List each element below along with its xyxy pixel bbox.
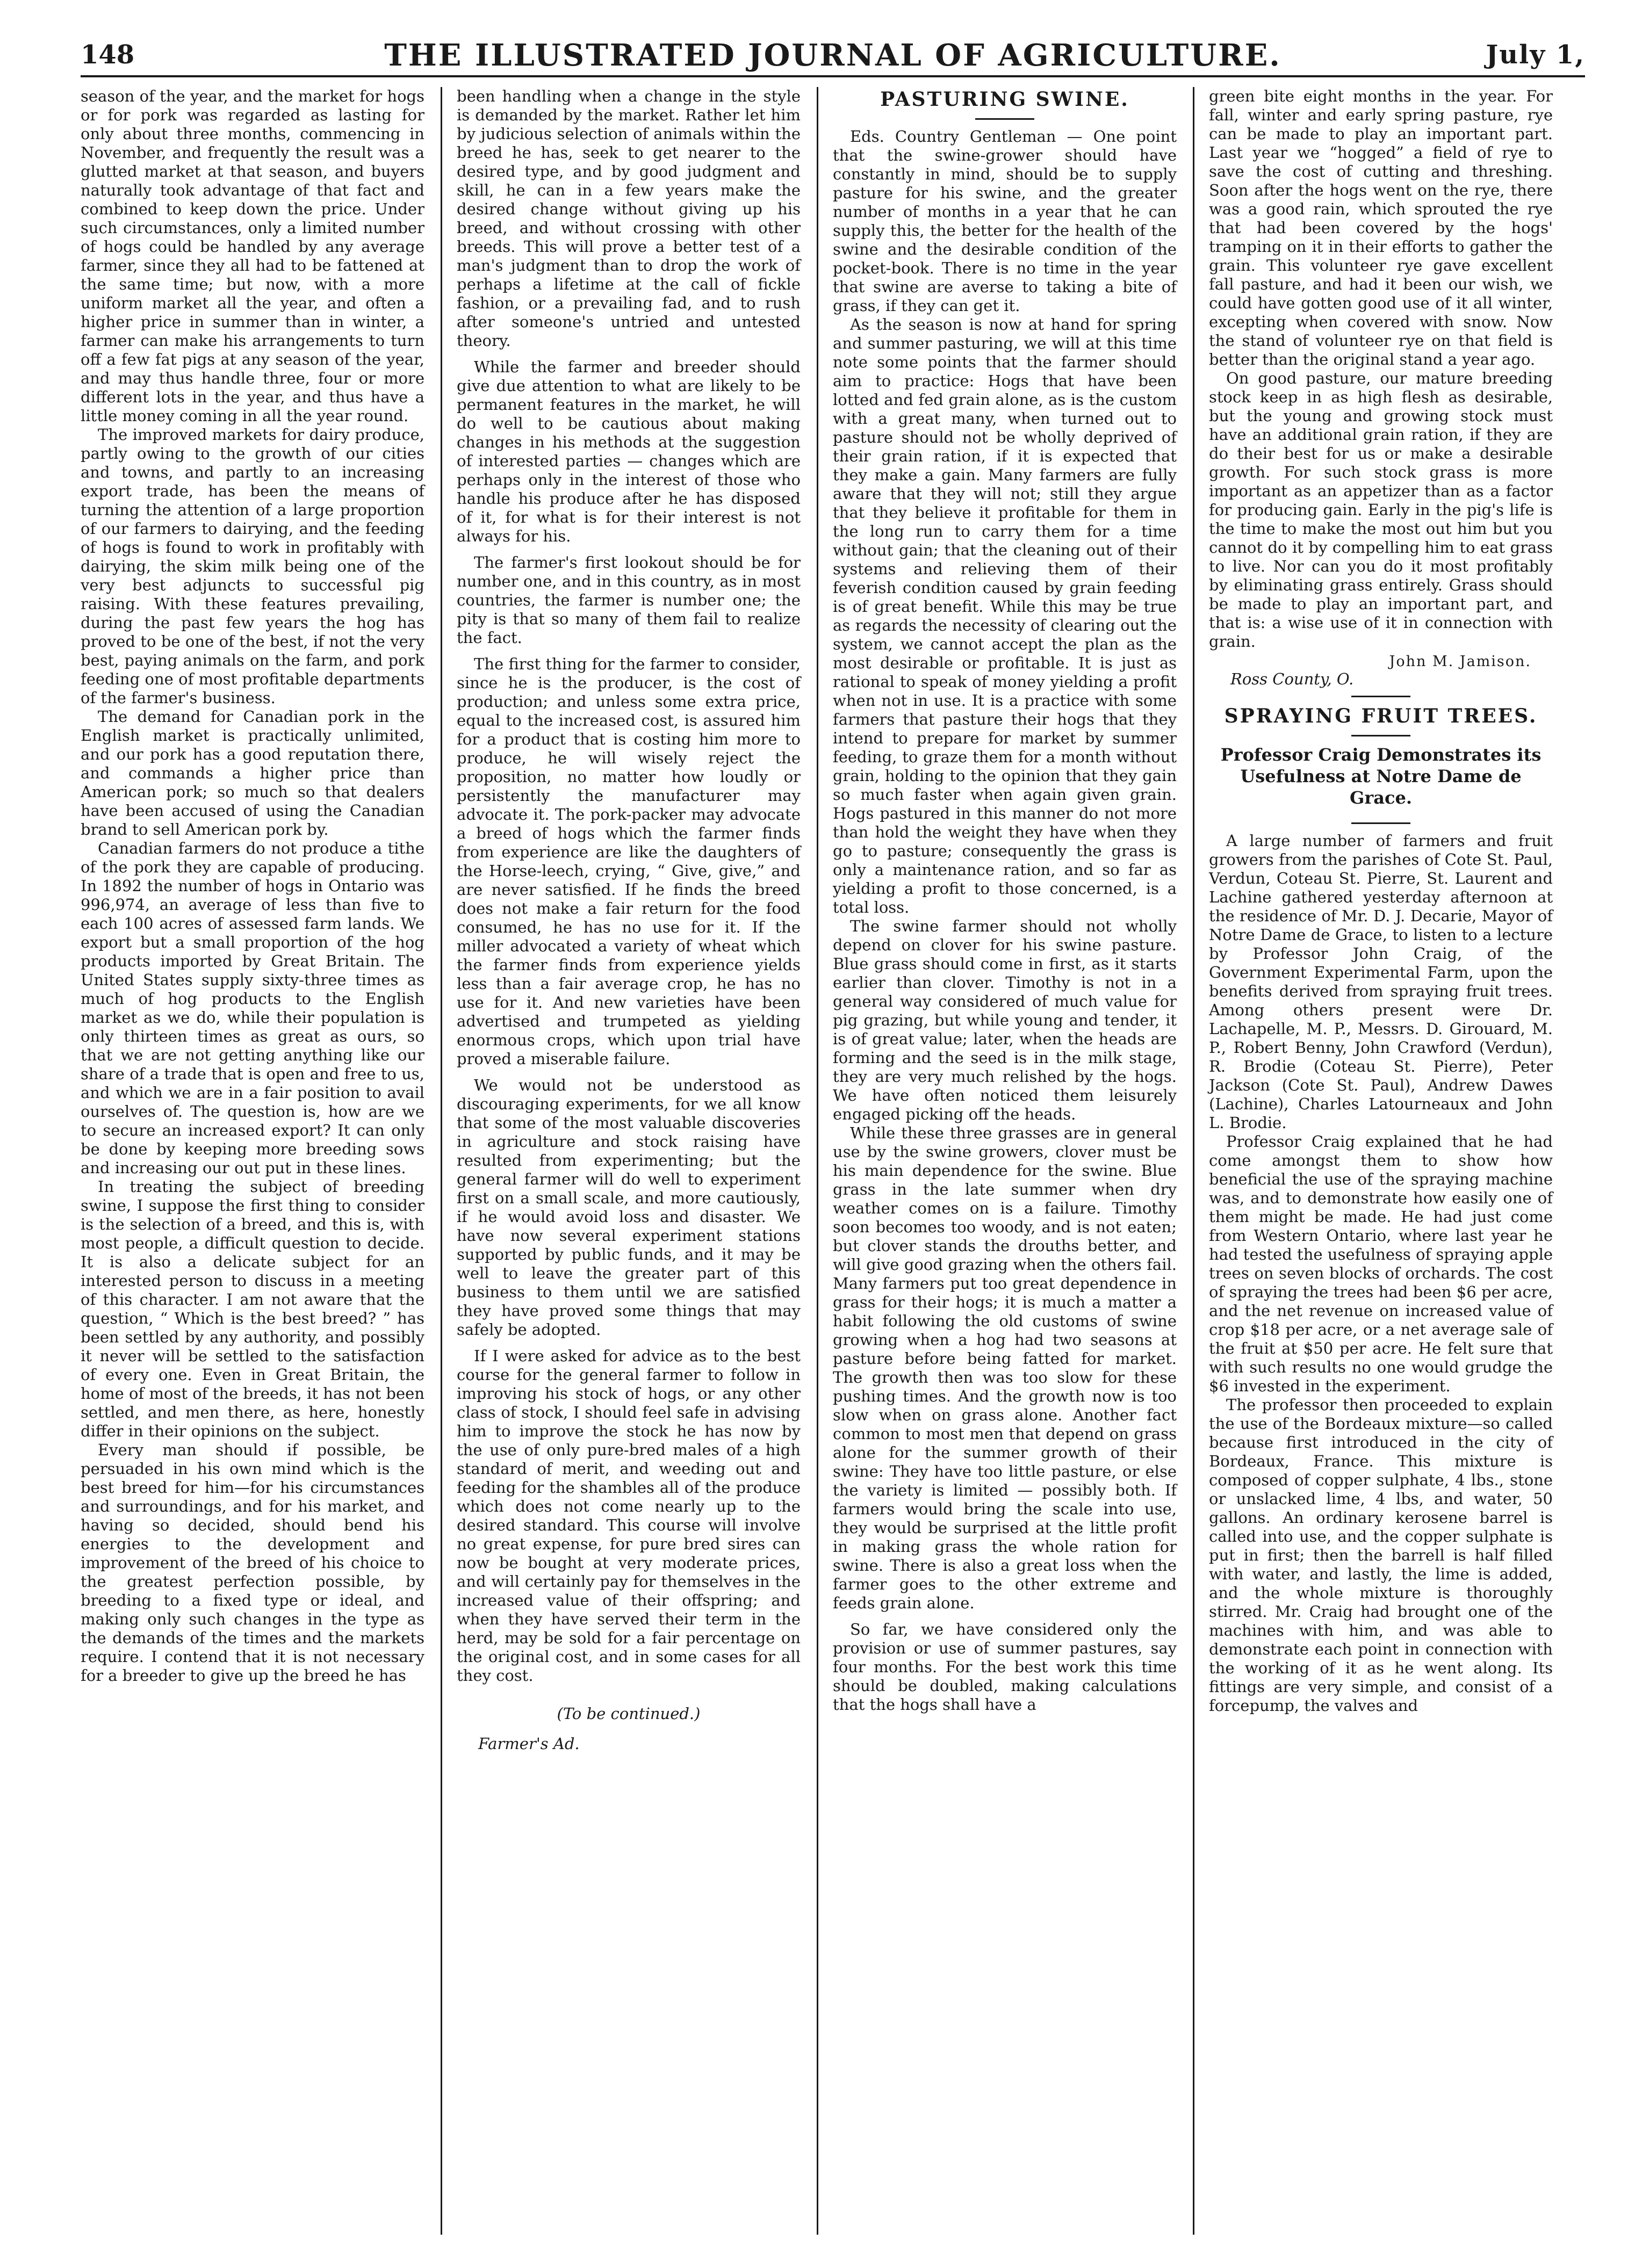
- page-header: [81, 21, 1585, 77]
- paragraph: Canadian farmers do not produce a tithe of the pork they are capable of producing. In 1892 the number of hogs in Ontario was 996,974, an average of less than five to each 100 acres of assessed farm lands. We export but a small proportion of the hog products imported by Great Britain. The United States supply sixty-three times as much of hog products to the English market as we do, while their population is only thirteen times as great as ours, so that we are not getting anything like our share of a trade that is open and free to us, and which we are in a fair position to avail ourselves of. The question is, how are we to secure an increased export? It can only be done by keeping more breeding sows and increasing our out put in these lines.: [81, 839, 424, 1177]
- paragraph: The first thing for the farmer to consider, since he is the producer, is the cost of production; and unless some extra price, equal to the increased cost, is assured him for a product that is costing him more to produce, he will wisely reject the proposition, no matter how loudly or persistently the manufacturer may advocate it. The pork-packer may advocate a breed of hogs which the farmer finds from experience are like the daughters of the Horse-leech, crying, “ Give, give,” and are never satisfied. If he finds the breed does not make a fair return for the food consumed, he has no use for it. If the miller advocated a variety of wheat which the farmer finds from experience yields less than a fair average crop, he has no use for it. And new varieties have been advertised and trumpeted as yielding enormous crops, which upon trial have proved a miserable failure.: [457, 655, 801, 1068]
- paragraph: Eds. Country Gentleman — One point that the swine-grower should have constantly in mind, should be to supply pasture for his swine, and the greater number of months in a year that he can supply this, the better for the health of the swine and the desirable condition of the pocket-book. There is no time in the year that swine are averse to taking a bite of grass, if they can get it.: [833, 127, 1177, 315]
- paragraph: season of the year, and the market for hogs or for pork was regarded as lasting for only about three months, commencing in November, and frequently the result was a glutted market at that season, and buyers naturally took advantage of that fact and combined to keep down the price. Under such circumstances, only a limited number of hogs could be handled by any average farmer, since they all had to be fattened at the same time; but now, with a more uniform market all the year, and often a higher price in summer than in winter, a farmer can make his arrangements to turn off a few fat pigs at any season of the year, and may thus handle three, four or more different lots in the year, and thus have a little money coming in all the year round.: [81, 87, 424, 425]
- paragraph: So far, we have considered only the provision or use of summer pastures, say four months. For the best work this time should be doubled, making calculations that the hogs shall have a: [833, 1620, 1177, 1714]
- paragraph: A large number of farmers and fruit growers from the parishes of Cote St. Paul, Verdun, Coteau St. Pierre, St. Laurent and Lachine gathered yesterday afternoon at the residence of Mr. D. J. Decarie, Mayor of Notre Dame de Grace, to listen to a lecture by Professor John Craig, of the Government Experimental Farm, upon the benefits derived from spraying fruit trees. Among others present were Dr. Lachapelle, M. P., Messrs. D. Girouard, M. P., Robert Benny, John Crawford (Verdun), R. Brodie (Coteau St. Pierre), Peter Jackson (Cote St. Paul), Andrew Dawes (Lachine), Charles Latourneaux and John L. Brodie.: [1209, 832, 1553, 1132]
- paragraph: Professor Craig explained that he had come amongst them to show how beneficial the use of the spraying machine was, and to demonstrate how easily one of them might be made. He had just come from Western Ontario, where last year he had tested the usefulness of spraying apple trees on seven blocks of orchards. The cost of spraying the trees had been $6 per acre, and the net revenue on increased value of crop $18 per acre, or a net average sale of the fruit at $50 per acre. He felt sure that with such results no one would grudge the $6 invested in the experiment.: [1209, 1132, 1553, 1395]
- paragraph: green bite eight months in the year. For fall, winter and early spring pasture, rye can be made to play an important part. Last year we “hogged” a field of rye to save the cost of cutting and threshing. Soon after the hogs went on the rye, there was a good rain, which sprouted the rye that had been covered by the hogs' tramping on it in their efforts to gather the grain. This volunteer rye gave excellent fall pasture, and had it been our wish, we could have gotten good use of it all winter, excepting when covered with snow. Now the stand of volunteer rye on that field is better than the original stand a year ago.: [1209, 87, 1553, 369]
- to-be-continued: (To be continued.): [557, 1704, 701, 1723]
- issue-date: July 1,: [1486, 40, 1585, 70]
- column-1: [81, 87, 424, 2235]
- paragraph: been handling when a change in the style is demanded by the market. Rather let him by judicious selection of animals within the breed he has, seek to get nearer to the desired type, and by good judgment and skill, he can in a few years make the desired change without giving up his breed, and without crossing with other breeds. This will prove a better test of a man's judgment than to drop the work of perhaps a lifetime at the call of fickle fashion, or a prevailing fad, and to rush after someone's untried and untested theory.: [457, 87, 801, 350]
- newspaper-page: [81, 21, 1585, 2235]
- source-credit: Farmer's Ad.: [478, 1735, 580, 1753]
- article-heading: SPRAYING FRUIT TREES.: [1224, 705, 1538, 727]
- author-signature: John M. Jamison.: [1389, 653, 1531, 670]
- paragraph: The swine farmer should not wholly depend on clover for his swine pasture. Blue grass should come in first, as it starts earlier than clover. Timothy is not in a general way considered of much value for pig grazing, but while young and tender, it is of great value; later, when the heads are forming and the seed is in the milk stage, they are very much relished by the hogs. We have often noticed them leisurely engaged picking off the heads.: [833, 917, 1177, 1123]
- heading-rule: [975, 118, 1034, 120]
- paragraph: In treating the subject of breeding swine, I suppose the first thing to consider is the selection of a breed, and this is, with most people, a difficult question to decide. It is also a delicate subject for an interested person to discuss in a meeting of this character. I am not aware that the question, “ Which is the best breed? ” has been settled by any authority, and possibly it never will be settled to the satisfaction of every one. Even in Great Britain, the home of most of the breeds, it has not been settled, and men there, as here, honestly differ in their opinions on the subject.: [81, 1178, 424, 1440]
- article-heading: PASTURING SWINE.: [880, 88, 1129, 111]
- heading-rule: [1351, 822, 1410, 824]
- paragraph: On good pasture, our mature breeding stock keep in as high flesh as desirable, but the young and growing stock must have an additional grain ration, if they are do their best for us or make a desirable growth. For such stock grass is more important as an appetizer than as a factor for producing gain. Early in the pig's life is the time to make the most out him but you cannot do it by compelling him to eat grass to live. Nor can you do it most profitably by eliminating grass entirely. Grass should be made to play an important part, and that is: a wise use of it in connection with grain.: [1209, 369, 1553, 651]
- paragraph: While these three grasses are in general use by the swine growers, clover must be his main dependence for the swine. Blue grass in the late summer when dry weather comes on is a failure. Timothy soon becomes too woody, and is not eaten; but clover stands the drouths better, and will give good grazing when the others fail. Many farmers put too great dependence in grass for their hogs; it is much a matter a habit following the old customs of swine growing when a hog had two seasons at pasture before being fatted for market. The growth then was too slow for these pushing times. And the growth now is too slow when on grass alone. Another fact common to most men that depend on grass alone for the summer growth of their swine: They have too little pasture, or else the variety is limited — possibly both. If farmers would bring the scale into use, they would be surprised at the little profit in making grass the whole ration for swine. There is also a great loss when the farmer goes to the other extreme and feeds grain alone.: [833, 1124, 1177, 1612]
- journal-title: THE ILLUSTRATED JOURNAL OF AGRICULTURE.: [384, 38, 1281, 73]
- paragraph: Every man should if possible, be persuaded in his own mind which is the best breed for him—for his circumstances and surroundings, and for his market, and having so decided, should bend his energies to the development and improvement of the breed of his choice to the greatest perfection possible, by breeding to a fixed type or ideal, and making only such changes in the type as the demands of the times and the markets require. I contend that it is not necessary for a breeder to give up the breed he has: [81, 1441, 424, 1685]
- heading-rule: [1351, 735, 1410, 736]
- paragraph: If I were asked for advice as to the best course for the general farmer to follow in improving his stock of hogs, or any other class of stock, I should feel safe in advising him to improve the stock he has now by the use of only pure-bred males of a high standard of merit, and weeding out and feeding for the shambles all of the produce which does not come nearly up to the desired standard. This course will involve no great expense, for pure bred sires can now be bought at very moderate prices, and will certainly pay for themselves in the increased value of their offspring; and when they have served their term in the herd, may be sold for a fair percentage on the original cost, and in some cases for all they cost.: [457, 1347, 801, 1685]
- section-rule: [1351, 696, 1410, 697]
- article-subheading: Professor Craig Demonstrates its Usefulness at Notre Dame de Grace.: [1220, 745, 1542, 808]
- paragraph: The farmer's first lookout should be for number one, and in this country, as in most countries, the farmer is number one; the pity is that so many of them fail to realize the fact.: [457, 553, 801, 647]
- column-rule: [441, 87, 442, 2235]
- columns: [81, 87, 1585, 2235]
- column-rule: [1193, 87, 1194, 2235]
- paragraph: As the season is now at hand for spring and summer pasturing, we will at this time note some points that the farmer should aim to practice: Hogs that have been lotted and fed grain alone, as is the custom with a great many, when turned out to pasture should not be wholly deprived of their grain ration, if it is expected that they make a gain. Many farmers are fully aware that they will not; still they argue that they believe it profitable for them in the long run to carry them for a time without gain; that the cleaning out of their systems and relieving them of their feverish condition caused by grain feeding is of great benefit. While this may be true as regards the necessity of clearing out the system, we cannot accept the plan as the most desirable or profitable. It is just as rational to speak of money yielding a profit when not in use. It is a practice with some farmers that pasture their hogs that they intend to prepare for market by summer feeding, to graze them for a month without grain, holding to the opinion that they gain so much faster when again given grain. Hogs pastured in this manner do not more than hold the weight they have when they go to pasture; consequently the grass is only a maintenance ration, and so far as yielding a profit to those concerned, is a total loss.: [833, 315, 1177, 916]
- paragraph: We would not be understood as discouraging experiments, for we all know that some of the most valuable discoveries in agriculture and stock raising have resulted from experimenting; but the general farmer will do well to experiment first on a small scale, and more cautiously, if he would avoid loss and disaster. We have now several experiment stations supported by public funds, and it may be well to leave the greater part of this business to them until we are satisfied they have proved some things that may safely be adopted.: [457, 1076, 801, 1339]
- paragraph: The professor then proceeded to explain the use of the Bordeaux mixture—so called because first introduced in the city of Bordeaux, France. This mixture is composed of copper sulphate, 4 lbs., stone or unslacked lime, 4 lbs, and water, 50 gallons. An ordinary kerosene barrel is called into use, and the copper sulphate is put in first; then the barrell is half filled with water, and lastly, the lime is added, and the whole mixture is thoroughly stirred. Mr. Craig had brought one of the machines with him, and was able to demonstrate each point in connection with the working of it as he went along. Its fittings are very simple, and consist of a forcepump, the valves and: [1209, 1396, 1553, 1715]
- paragraph: The demand for Canadian pork in the English market is practically unlimited, and our pork has a good reputation there, and commands a higher price than American pork; so much so that dealers have been accused of using the Canadian brand to sell American pork by.: [81, 707, 424, 839]
- column-2: [457, 87, 801, 2235]
- column-3: [833, 87, 1177, 2235]
- page-number: 148: [81, 40, 135, 70]
- paragraph: While the farmer and breeder should give due attention to what are likely to be permanent features in the market, he will do well to be cautious about making changes in his methods at the suggestion of interested parties — changes which are perhaps only in the interest of those who handle his produce after he has disposed of it, for what is for their interest is not always for his.: [457, 358, 801, 545]
- paragraph: The improved markets for dairy produce, partly owing to the growth of our cities and towns, and partly to an increasing export trade, has been the means of turning the attention of a large proportion of our farmers to dairying, and the feeding of hogs is found to work in profitably with dairying, the skim milk being one of the very best adjuncts to successful pig raising. With these features prevailing, during the past few years the hog has proved to be one of the best, if not the very best, paying animals on the farm, and pork feeding one of most profitable departments of the farmer's business.: [81, 425, 424, 707]
- author-place: Ross County, O.: [1230, 670, 1354, 688]
- column-4: [1209, 87, 1553, 2235]
- column-rule: [817, 87, 818, 2235]
